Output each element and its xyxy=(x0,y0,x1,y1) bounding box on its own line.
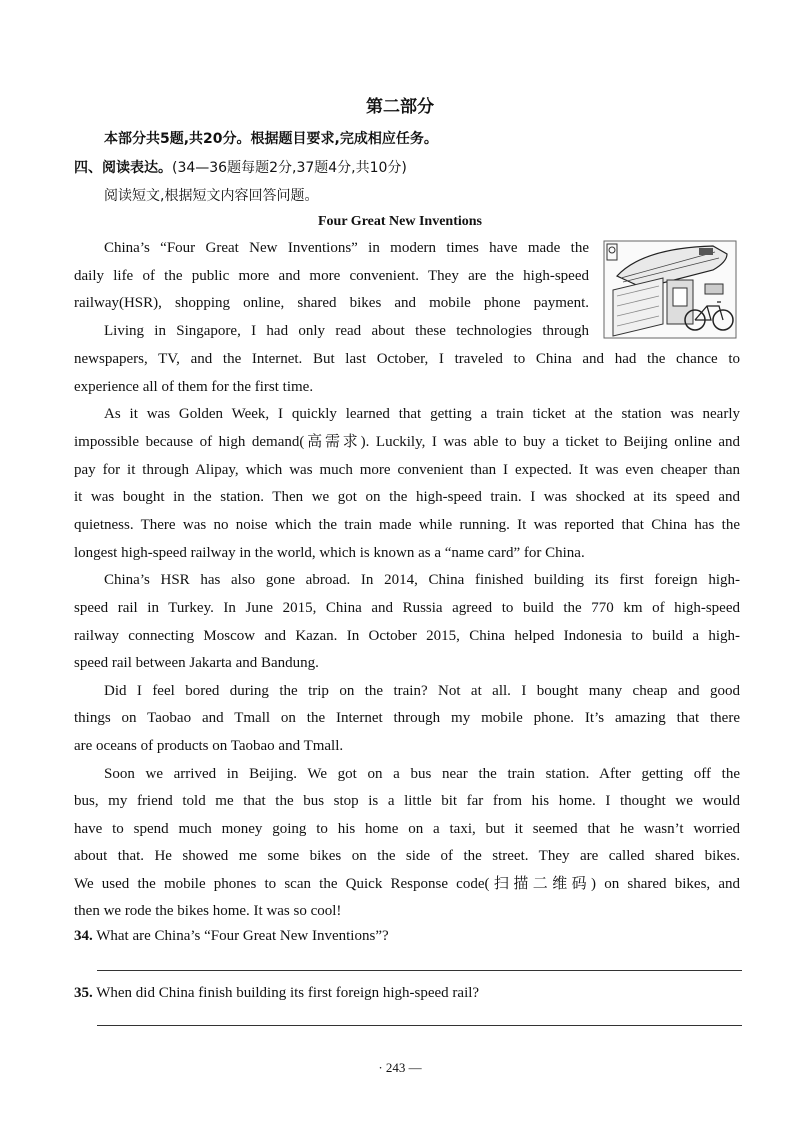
passage-line: railway connecting Moscow and Kazan. In October 2015, China helped Indonesia to build a high- xyxy=(74,628,740,644)
question-35 xyxy=(74,985,479,1002)
passage-line: pay for it through Alipay, which was much more convenient than I expected. It was even cheaper than xyxy=(74,462,740,478)
passage-line: Living in Singapore, I had only read about these technologies through xyxy=(104,323,589,339)
passage-line: newspapers, TV, and the Internet. But last October, I traveled to China and had the chance to xyxy=(74,351,740,367)
reading-instruction: 阅读短文,根据短文内容回答问题。 xyxy=(104,188,319,204)
passage-line: have to spend much money going to his home on a taxi, but it seemed that he wasn’t worried xyxy=(74,821,740,837)
passage-line: As it was Golden Week, I quickly learned that getting a train ticket at the station was nearly xyxy=(104,406,740,422)
question-text: What are China’s “Four Great New Inventions”? xyxy=(96,928,389,944)
section-points: (34—36题每题2分,37题4分,共10分) xyxy=(172,160,407,176)
passage-line: about that. He showed me some bikes on the side of the street. They are called shared bikes. xyxy=(74,848,740,864)
passage-line: speed rail between Jakarta and Bandung. xyxy=(74,655,319,671)
passage-line: China’s “Four Great New Inventions” in modern times have made the xyxy=(104,240,589,256)
passage-line: daily life of the public more and more convenient. They are the high-speed xyxy=(74,268,589,284)
passage-line: speed rail in Turkey. In June 2015, China and Russia agreed to build the 770 km of high-speed xyxy=(74,600,740,616)
part-title: 第二部分 xyxy=(366,97,434,117)
section-heading xyxy=(74,157,407,177)
page-number: · 243 — xyxy=(378,1060,422,1075)
question-34 xyxy=(74,928,389,945)
passage-line: experience all of them for the first time. xyxy=(74,379,314,395)
passage-line: Did I feel bored during the trip on the train? Not at all. I bought many cheap and good xyxy=(104,683,740,699)
question-number: 34. xyxy=(74,928,93,944)
passage-line: bus, my friend told me that the bus stop is a little bit far from his home. I thought we would xyxy=(74,793,740,809)
section-title: 四、阅读表达。 xyxy=(74,160,172,176)
question-number: 35. xyxy=(74,985,93,1001)
answer-line-35[interactable] xyxy=(97,1025,742,1026)
passage-line: impossible because of high demand(高需求). Luckily, I was able to buy a ticket to Beijing online and xyxy=(74,434,740,450)
passage-line: things on Taobao and Tmall on the Internet through my mobile phone. It’s amazing that there xyxy=(74,710,740,726)
train-bike-icon xyxy=(603,240,737,339)
passage-line: longest high-speed railway in the world, which is known as a “name card” for China. xyxy=(74,545,585,561)
passage-line: We used the mobile phones to scan the Quick Response code(扫描二维码) on shared bikes, and xyxy=(74,876,740,892)
passage-line: then we rode the bikes home. It was so cool! xyxy=(74,903,342,919)
passage-title: Four Great New Inventions xyxy=(318,214,482,229)
answer-line-34[interactable] xyxy=(97,970,742,971)
passage-line: Soon we arrived in Beijing. We got on a bus near the train station. After getting off the xyxy=(104,766,740,782)
passage-line: quietness. There was no noise which the train made while running. It was reported that China has the xyxy=(74,517,740,533)
question-text: When did China finish building its first foreign high-speed rail? xyxy=(96,985,480,1001)
passage-line: China’s HSR has also gone abroad. In 2014, China finished building its first foreign high- xyxy=(104,572,740,588)
passage-line: railway(HSR), shopping online, shared bikes and mobile phone payment. xyxy=(74,295,589,311)
part-intro xyxy=(104,128,438,148)
part-intro-text: 本部分共5题,共20分。根据题目要求,完成相应任务。 xyxy=(104,131,438,147)
passage-line: are oceans of products on Taobao and Tmall. xyxy=(74,738,344,754)
hsr-illustration xyxy=(603,240,737,339)
passage-line: it was bought in the station. Then we got on the high-speed train. I was shocked at its speed and xyxy=(74,489,740,505)
